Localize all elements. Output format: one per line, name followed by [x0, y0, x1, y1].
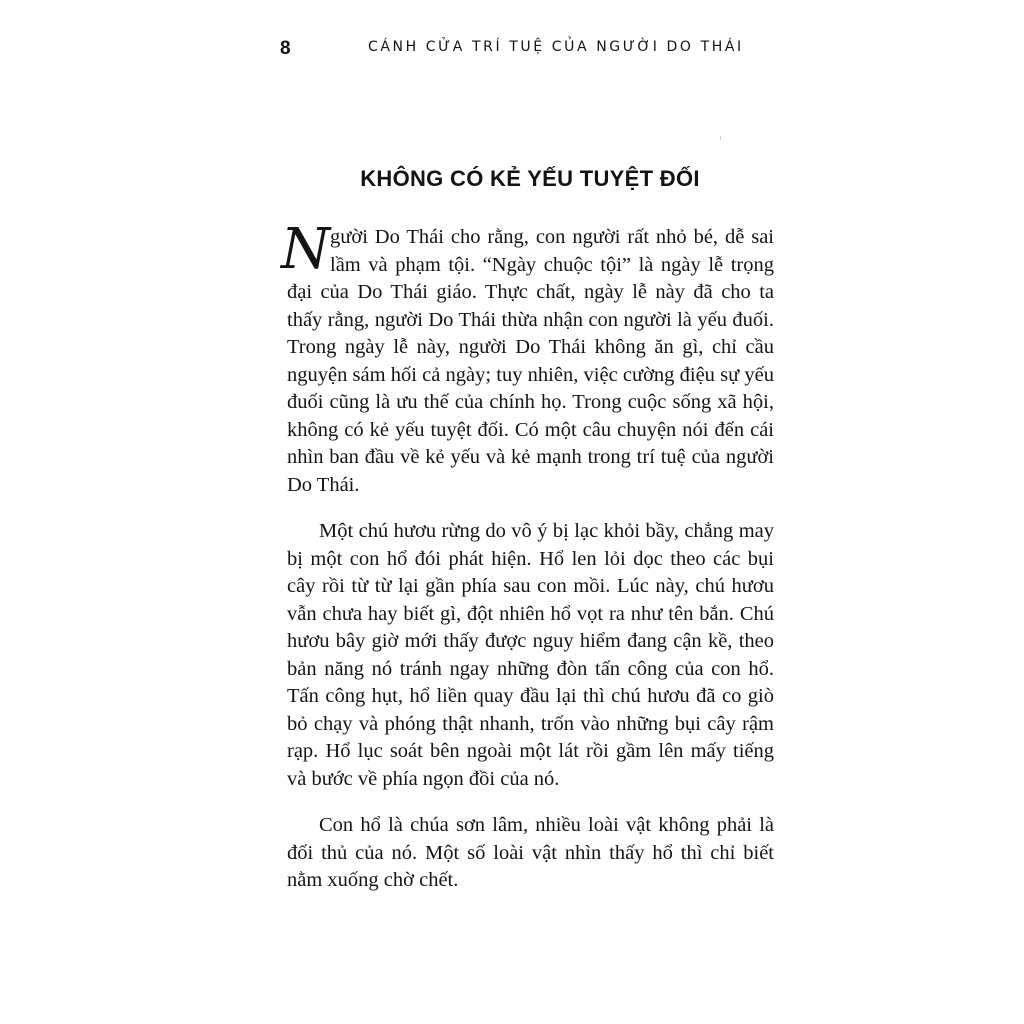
chapter-title: KHÔNG CÓ KẺ YẾU TUYỆT ĐỐI	[360, 166, 700, 191]
paragraph-2: Một chú hươu rừng do vô ý bị lạc khỏi bầy, chẳng may bị một con hổ đói phát hiện. Hổ len lỏi dọc theo các bụi cây rồi từ từ lại gần phía sau con mồi. Lúc này, chú hươu vẫn chưa hay biết gì, đột nhiên hổ vọt ra như tên bắn. Chú hươu bây giờ mới thấy được nguy hiểm đang cận kề, theo bản năng nó tránh ngay những đòn tấn công của con hổ. Tấn công hụt, hổ liền quay đầu lại thì chú hươu đã co giò bỏ chạy và phóng thật nhanh, trốn vào những bụi cây rậm rạp. Hổ lục soát bên ngoài một lát rồi gầm lên mấy tiếng và bước về phía ngọn đồi của nó.	[287, 520, 774, 790]
paragraph-3: Con hổ là chúa sơn lâm, nhiều loài vật không phải là đối thủ của nó. Một số loài vật nhìn thấy hổ thì chỉ biết nằm xuống chờ chết.	[287, 814, 774, 891]
paragraph-1-text: gười Do Thái cho rằng, con người rất nhỏ bé, dễ sai lầm và phạm tội. “Ngày chuộc tội” là ngày lễ trọng đại của Do Thái giáo. Thực chất, ngày lễ này đã cho ta thấy rằng, người Do Thái thừa nhận con người là yếu đuối. Trong ngày lễ này, người Do Thái không ăn gì, chỉ cầu nguyện sám hối cả ngày; tuy nhiên, việc cường điệu sự yếu đuối cũng là ưu thế của chính họ. Trong cuộc sống xã hội, không có kẻ yếu tuyệt đối. Có một câu chuyện nói đến cái nhìn ban đầu về kẻ yếu và kẻ mạnh trong trí tuệ của người Do Thái.	[287, 226, 774, 496]
paragraph-1	[281, 217, 774, 499]
body-text	[281, 217, 774, 914]
running-title: CÁNH CỬA TRÍ TUỆ CỦA NGƯỜI DO THÁI	[368, 39, 744, 55]
page-number: 8	[280, 38, 291, 59]
running-header	[280, 36, 780, 64]
scan-mark	[720, 136, 721, 140]
drop-cap: N	[281, 217, 330, 282]
